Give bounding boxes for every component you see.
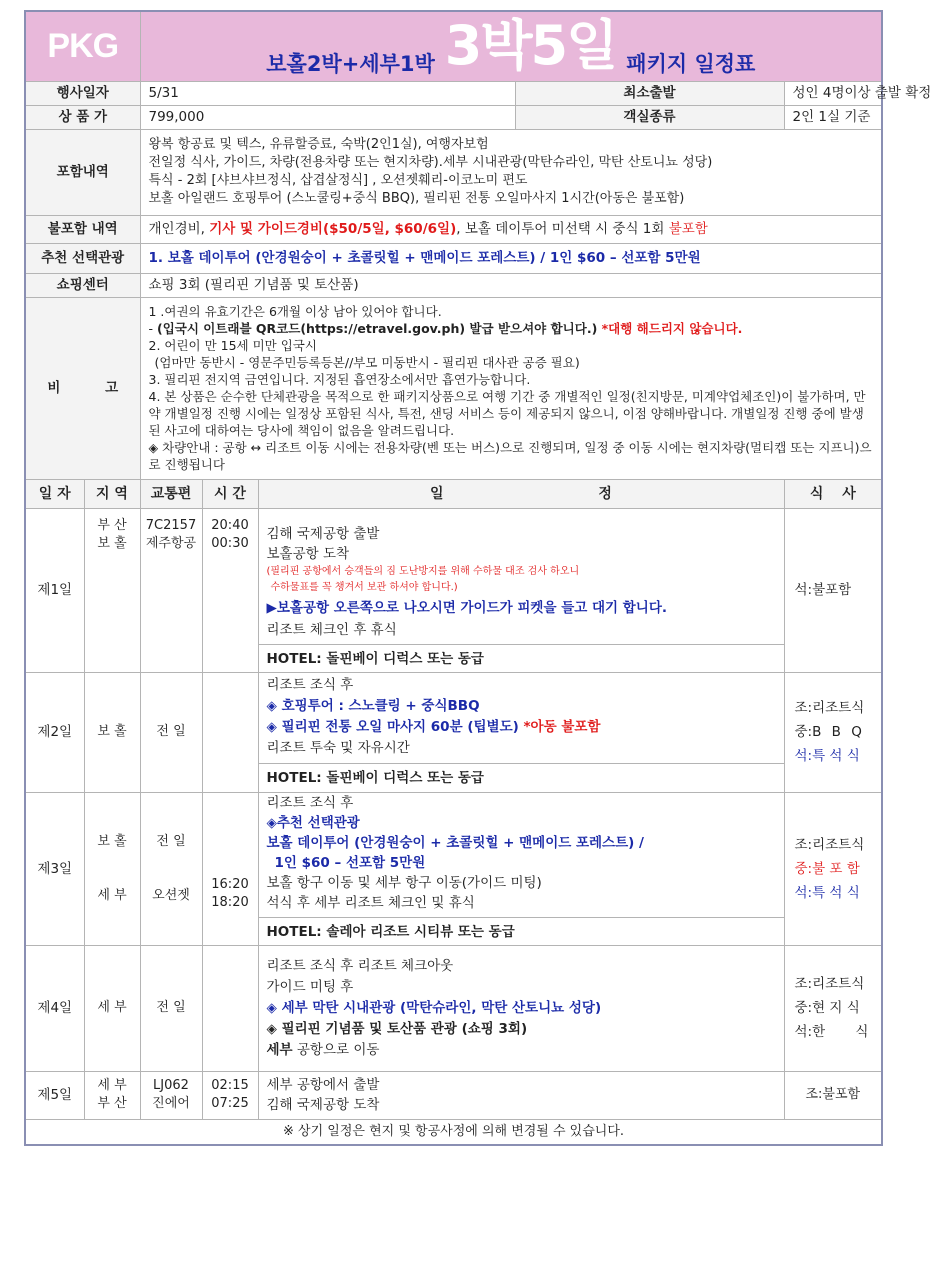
- included-line: 보홀 아일랜드 호핑투어 (스노쿨링+중식 BBQ), 필리핀 전통 오일마사지 1시간(아동은 불포함): [148, 191, 685, 206]
- included-line: 왕복 항공료 및 텍스, 유류할증료, 숙박(2인1실), 여행자보험: [148, 137, 489, 152]
- day-meals: 석:불포함: [784, 508, 882, 672]
- day-place: 부 산 보 홀: [84, 508, 140, 672]
- shopping-label: 쇼핑센터: [25, 273, 140, 297]
- day-number: 제3일: [25, 792, 84, 945]
- day-number: 제4일: [25, 945, 84, 1071]
- col-meal: 식 사: [784, 479, 882, 508]
- room-type-value: 2인 1실 기준: [784, 105, 882, 129]
- table-row: [25, 1071, 882, 1119]
- day-plan: 세부 공항에서 출발 김해 국제공항 도착: [258, 1071, 784, 1119]
- date-value: 5/31: [140, 81, 515, 105]
- note-line: 1 .여권의 유효기간은 6개월 이상 남아 있어야 합니다.: [148, 304, 442, 319]
- note-line: 3. 필리핀 전지역 금연입니다. 지정된 흡연장소에서만 흡연가능합니다.: [148, 372, 531, 387]
- col-time: 시 간: [202, 479, 258, 508]
- excluded-text: 개인경비,: [148, 221, 210, 237]
- day-transport: 전 일: [140, 945, 202, 1071]
- col-day: 일 자: [25, 479, 84, 508]
- excluded-value: [140, 215, 882, 243]
- min-departure-value: 성인 4명이상 출발 확정: [784, 81, 882, 105]
- day-place: 보 홀 세 부: [84, 792, 140, 945]
- day-transport: 7C2157 제주항공: [140, 508, 202, 672]
- day-time: 02:15 07:25: [202, 1071, 258, 1119]
- note-line: 4. 본 상품은 순수한 단체관광을 목적으로 한 패키지상품으로 여행 기간 중 개별적인 일정(친지방문, 미계약업체조인)이 불가하며, 만약 개별일정 진행 시에는 일정상 포함된 식사, 특전, 샌딩 서비스 등이 제공되지 않으니, 이점 양해바랍니다. 개별일정 진행 중에 발생된 사고에 대하여는 당사에 책임이 없음을 알려드립니다.: [148, 389, 866, 438]
- day-place: 세 부 부 산: [84, 1071, 140, 1119]
- col-plan: 일 정: [258, 479, 784, 508]
- note-line: - (입국시 이트래블 QR코드(https://etravel.gov.ph) 발급 받으셔야 합니다.) *대행 해드리지 않습니다.: [148, 321, 743, 336]
- itinerary-table: [24, 10, 931, 1146]
- day-time: 16:20 18:20: [202, 792, 258, 945]
- day-transport: LJ062 진에어: [140, 1071, 202, 1119]
- excluded-guide-fee: 기사 및 가이드경비($50/5일, $60/6일): [209, 221, 457, 237]
- day-plan: 리조트 조식 후 ◈ 호핑투어 : 스노클링 + 중식BBQ ◈ 필리핀 전통 오일 마사지 60분 (팁별도) *아동 불포함 리조트 투숙 및 자유시간 HOTEL: 돌핀베이 디럭스 또는 동급: [258, 672, 784, 792]
- day-plan: 리조트 조식 후 리조트 체크아웃 가이드 미팅 후 ◈ 세부 막탄 시내관광 (막탄슈라인, 막탄 산토니뇨 성당) ◈ 필리핀 기념품 및 토산품 관광 (쇼핑 3회) 세부 공항으로 이동: [258, 945, 784, 1071]
- hotel-info: HOTEL: 돌핀베이 디럭스 또는 동급: [259, 763, 784, 792]
- day-meals: 조:리조트식 중:현 지 식 석:한 식: [784, 945, 882, 1071]
- excluded-label: 불포함 내역: [25, 215, 140, 243]
- notes-label: 비 고: [25, 297, 140, 479]
- table-row: [25, 945, 882, 1071]
- day-time: [202, 672, 258, 792]
- note-line: 2. 어린이 만 15세 미만 입국시: [148, 338, 317, 353]
- notes-list: [140, 297, 882, 479]
- included-label: 포함내역: [25, 129, 140, 215]
- logo: PKG: [25, 11, 140, 81]
- day-plan: 김해 국제공항 출발 보홀공항 도착 (필리핀 공항에서 승객들의 짐 도난방지를 위해 수하물 대조 검사 하오니 수하물표를 꼭 챙겨서 보관 하셔야 합니다.) ▶보홀공항 오른쪽으로 나오시면 가이드가 피켓을 들고 대기 합니다. 리조트 체크인 후 휴식 HOTEL: 돌핀베이 디럭스 또는 동급: [258, 508, 784, 672]
- col-transport: 교통편: [140, 479, 202, 508]
- day-time: 20:40 00:30: [202, 508, 258, 672]
- hotel-info: HOTEL: 솔레아 리조트 시티뷰 또는 동급: [259, 917, 784, 945]
- included-line: 특식 - 2회 [샤브샤브정식, 삽겹살정식] , 오션젯훼리-이코노미 편도: [148, 173, 528, 188]
- col-place: 지 역: [84, 479, 140, 508]
- shopping-value: 쇼핑 3회 (필리핀 기념품 및 토산품): [140, 273, 882, 297]
- day-plan: 리조트 조식 후 ◈추천 선택관광 보홀 데이투어 (안경원숭이 + 초콜릿힐 + 맨메이드 포레스트) / 1인 $60 – 선포함 5만원 보홀 항구 이동 및 세부 항구 이동(가이드 미팅) 석식 후 세부 리조트 체크인 및 휴식 HOTEL: 솔레아 리조트 시티뷰 또는 동급: [258, 792, 784, 945]
- page-title: [140, 11, 882, 81]
- table-row: [25, 792, 882, 945]
- min-departure-label: 최소출발: [515, 81, 784, 105]
- footer-note: ※ 상기 일정은 현지 및 항공사정에 의해 변경될 수 있습니다.: [25, 1119, 882, 1145]
- day-number: 제1일: [25, 508, 84, 672]
- note-line: (엄마만 동반시 - 영문주민등록등본//부모 미동반시 - 필리핀 대사관 공증 필요): [154, 355, 580, 370]
- title-duration: 3박5일: [444, 14, 617, 78]
- itinerary-sheet: [24, 10, 931, 1146]
- hotel-info: HOTEL: 돌핀베이 디럭스 또는 동급: [259, 644, 784, 672]
- included-list: [140, 129, 882, 215]
- table-row: [25, 672, 882, 792]
- excluded-lunch: 불포함: [668, 221, 708, 237]
- note-etravel: (입국시 이트래블 QR코드(https://etravel.gov.ph) 발급 받으셔야 합니다.): [156, 321, 598, 336]
- price-label: 상 품 가: [25, 105, 140, 129]
- excluded-text: , 보홀 데이투어 미선택 시 중식 1회: [456, 221, 669, 237]
- day-transport: 전 일: [140, 672, 202, 792]
- day-number: 제2일: [25, 672, 84, 792]
- title-route: 보홀2박+세부1박: [266, 52, 435, 77]
- date-label: 행사일자: [25, 81, 140, 105]
- table-row: [25, 508, 882, 672]
- room-type-label: 객실종류: [515, 105, 784, 129]
- note-line: ◈ 차량안내 : 공항 ↔ 리조트 이동 시에는 전용차량(벤 또는 버스)으로 진행되며, 일정 중 이동 시에는 현지차량(멀티캡 또는 지프니)으로 진행됩니다: [148, 440, 872, 472]
- note-warning: *대행 해드리지 않습니다.: [597, 321, 743, 336]
- optional-tour-label: 추천 선택관광: [25, 243, 140, 273]
- day-number: 제5일: [25, 1071, 84, 1119]
- included-line: 전일정 식사, 가이드, 차량(전용차량 또는 현지차량).세부 시내관광(막탄슈라인, 막탄 산토니뇨 성당): [148, 155, 713, 170]
- title-suffix: 패키지 일정표: [626, 52, 756, 77]
- day-meals: 조:리조트식 중:B B Q 석:특 석 식: [784, 672, 882, 792]
- day-place: 세 부: [84, 945, 140, 1071]
- day-meals: 조:리조트식 중:불 포 함 석:특 석 식: [784, 792, 882, 945]
- price-value: 799,000: [140, 105, 515, 129]
- day-meals: 조:불포함: [784, 1071, 882, 1119]
- day-time: [202, 945, 258, 1071]
- day-place: 보 홀: [84, 672, 140, 792]
- day-transport: 전 일 오션젯: [140, 792, 202, 945]
- optional-tour-value: 1. 보홀 데이투어 (안경원숭이 + 초콜릿힐 + 맨메이드 포레스트) / 1인 $60 – 선포함 5만원: [140, 243, 882, 273]
